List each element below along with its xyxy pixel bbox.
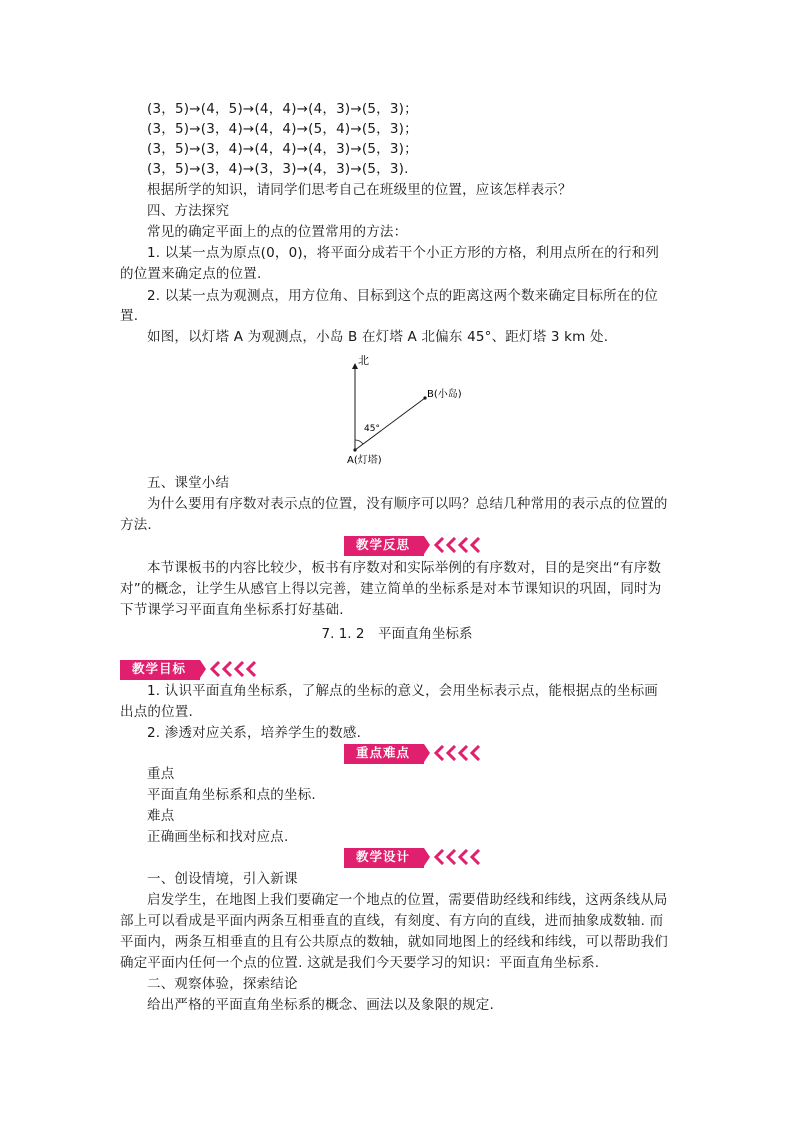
design-text-3: 平面内，两条互相垂直的且有公共原点的数轴，就如同地图上的经线和纬线，可以帮助我们 bbox=[120, 934, 668, 950]
chevrons-icon bbox=[210, 661, 258, 677]
question-text: 根据所学的知识，请同学们思考自己在班级里的位置，应该怎样表示？ bbox=[147, 182, 572, 198]
path-line-1: (3，5)→(4，5)→(4，4)→(4，3)→(5，3)； bbox=[147, 101, 418, 117]
banner-goals bbox=[120, 660, 258, 678]
difficulty-text: 正确画坐标和找对应点. bbox=[147, 829, 289, 845]
method-1: 1. 以某一点为原点(0，0)，将平面分成若干个小正方形的方格，利用点所在的行和列 bbox=[147, 245, 660, 261]
bearing-figure bbox=[330, 350, 480, 470]
summary-text-cont: 方法. bbox=[120, 517, 152, 533]
keypoint-text: 平面直角坐标系和点的坐标. bbox=[147, 787, 316, 803]
goal-2: 2. 渗透对应关系，培养学生的数感. bbox=[147, 725, 362, 741]
reflection-text-2: 对”的概念，让学生从感官上得以完善，建立简单的坐标系是对本节课知识的巩固，同时为 bbox=[120, 581, 662, 597]
banner-reflection-label: 教学反思 bbox=[344, 536, 424, 554]
banner-reflection bbox=[344, 536, 482, 554]
method-2-cont: 置. bbox=[120, 308, 139, 324]
point-a bbox=[353, 448, 356, 451]
goal-1-cont: 出点的位置. bbox=[120, 704, 193, 720]
banner-design-label: 教学设计 bbox=[344, 848, 424, 866]
design-text-5: 给出严格的平面直角坐标系的概念、画法以及象限的规定. bbox=[147, 997, 494, 1013]
chevrons-icon bbox=[434, 537, 482, 553]
design-text-4: 确定平面内任何一个点的位置. 这就是我们今天要学习的知识：平面直角坐标系. bbox=[120, 955, 600, 971]
point-b-label: B(小岛) bbox=[427, 389, 462, 400]
design-text-2: 部上可以看成是平面内两条互相垂直的直线，有刻度、有方向的直线，进而抽象成数轴. 而 bbox=[120, 913, 664, 929]
section-title: 7. 1. 2 平面直角坐标系 bbox=[321, 626, 473, 642]
heading-method: 四、方法探究 bbox=[147, 203, 230, 219]
path-line-3: (3，5)→(3，4)→(4，4)→(4，3)→(5，3)； bbox=[147, 141, 418, 157]
goal-1: 1. 认识平面直角坐标系，了解点的坐标的意义，会用坐标表示点，能根据点的坐标画 bbox=[147, 683, 658, 699]
difficulty-heading: 难点 bbox=[147, 808, 175, 824]
design-heading-1: 一、创设情境，引入新课 bbox=[147, 871, 298, 887]
reflection-text-3: 下节课学习平面直角坐标系打好基础. bbox=[120, 602, 344, 618]
path-line-2: (3，5)→(3，4)→(4，4)→(5，4)→(5，3)； bbox=[147, 121, 418, 137]
angle-arc bbox=[355, 440, 363, 444]
chevrons-icon bbox=[434, 745, 482, 761]
heading-summary: 五、课堂小结 bbox=[147, 475, 230, 491]
banner-keypoints-label: 重点难点 bbox=[344, 744, 424, 762]
design-heading-2: 二、观察体验，探索结论 bbox=[147, 976, 298, 992]
reflection-text-1: 本节课板书的内容比较少，板书有序数对和实际举例的有序数对，目的是突出“有序数 bbox=[147, 560, 662, 576]
lighthouse-diagram bbox=[330, 350, 480, 470]
method-2: 2. 以某一点为观测点，用方位角、目标到这个点的距离这两个数来确定目标所在的位 bbox=[147, 288, 658, 304]
keypoint-heading: 重点 bbox=[147, 766, 175, 782]
banner-keypoints bbox=[344, 744, 482, 762]
path-line-4: (3，5)→(3，4)→(3，3)→(4，3)→(5，3). bbox=[147, 161, 409, 177]
angle-label: 45° bbox=[364, 424, 380, 434]
summary-text: 为什么要用有序数对表示点的位置，没有顺序可以吗？总结几种常用的表示点的位置的 bbox=[147, 496, 668, 512]
method-intro: 常见的确定平面上的点的位置常用的方法： bbox=[147, 224, 408, 240]
method-1-cont: 的位置来确定点的位置. bbox=[120, 266, 262, 282]
design-text-1: 启发学生，在地图上我们要确定一个地点的位置，需要借助经线和纬线，这两条线从局 bbox=[147, 892, 668, 908]
point-a-label: A(灯塔) bbox=[347, 455, 382, 466]
north-label: 北 bbox=[358, 354, 369, 367]
chevrons-icon bbox=[434, 849, 482, 865]
banner-goals-label: 教学目标 bbox=[120, 660, 200, 678]
example-text: 如图，以灯塔 A 为观测点，小岛 B 在灯塔 A 北偏东 45°、距灯塔 3 km 处. bbox=[147, 329, 609, 345]
banner-design bbox=[344, 848, 482, 866]
